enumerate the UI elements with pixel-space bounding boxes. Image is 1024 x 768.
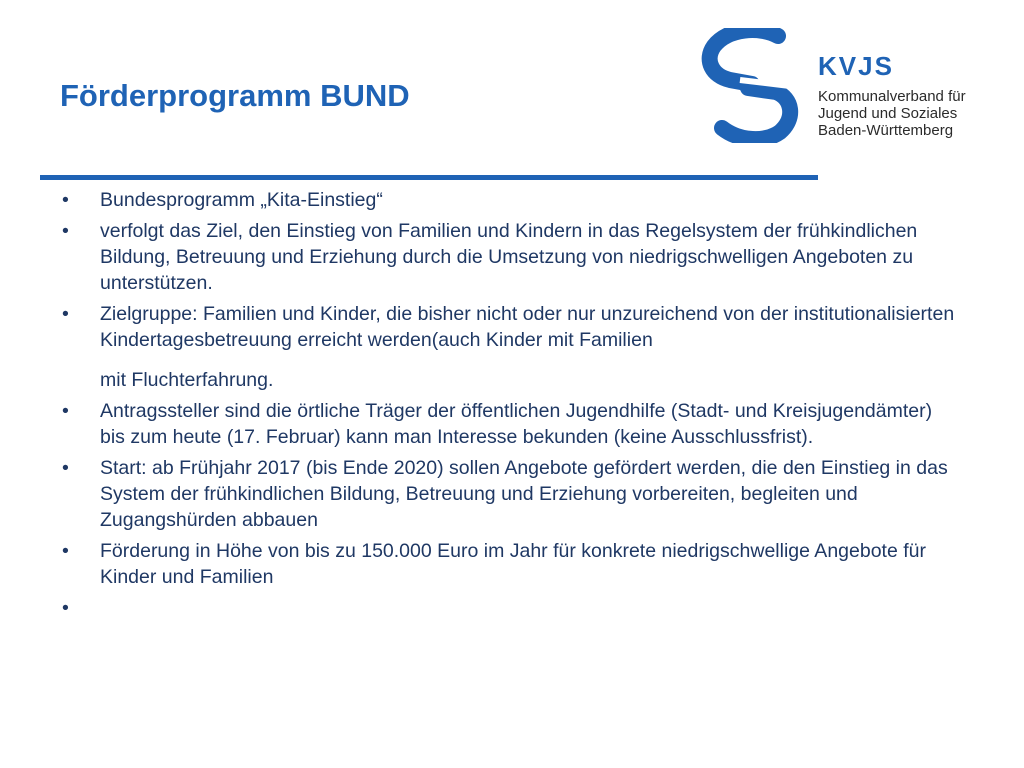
bullet-text: Zielgruppe: Familien und Kinder, die bisher nicht oder nur unzureichend von der institutionalisierten Kindertagesbetreuung erreicht werden(auch Kinder mit Familien [100, 303, 955, 351]
title-divider [40, 175, 818, 180]
list-item [62, 398, 962, 450]
bullet-icon: • [62, 597, 69, 619]
bullet-list [62, 187, 962, 619]
bullet-text-continuation: mit Fluchterfahrung. [100, 369, 274, 391]
bullet-text: verfolgt das Ziel, den Einstieg von Familien und Kindern in das Regelsystem der frühkindlichen Bildung, Betreuung und Erziehung durch die Umsetzung von niedrigschwelligen Angeboten zu unterstützen. [100, 220, 918, 294]
logo-abbreviation: KVJS [818, 51, 894, 81]
bullet-icon: • [62, 400, 69, 422]
bullet-text: Antragssteller sind die örtliche Träger der öffentlichen Jugendhilfe (Stadt- und Kreisjugendämter) bis zum heute (17. Februar) kann man Interesse bekunden (keine Ausschlussfrist). [100, 400, 933, 448]
logo-text [818, 52, 966, 140]
slide-title: Förderprogramm BUND [60, 78, 410, 113]
bullet-icon: • [62, 457, 69, 479]
bullet-text: Förderung in Höhe von bis zu 150.000 Euro im Jahr für konkrete niedrigschwellige Angebote für Kinder und Familien [100, 540, 926, 588]
list-item [62, 301, 962, 393]
kvjs-logo-icon [700, 28, 800, 143]
list-item [62, 218, 962, 296]
bullet-icon: • [62, 220, 69, 242]
list-item [62, 538, 962, 590]
bullet-text: Bundesprogramm „Kita-Einstieg“ [100, 189, 383, 211]
list-item [62, 455, 962, 533]
logo-line: Kommunalverband für [818, 87, 966, 105]
bullet-icon: • [62, 540, 69, 562]
bullet-icon: • [62, 189, 69, 211]
logo-line: Baden-Württemberg [818, 122, 954, 140]
list-item [62, 187, 962, 213]
bullet-text: Start: ab Frühjahr 2017 (bis Ende 2020) sollen Angebote gefördert werden, die den Einstieg in das System der frühkindlichen Bildung, Betreuung und Erziehung vorbereiten, begleiten und Zugangshürden abbauen [100, 457, 948, 531]
logo-line: Jugend und Soziales [818, 105, 958, 123]
bullet-icon: • [62, 303, 69, 325]
